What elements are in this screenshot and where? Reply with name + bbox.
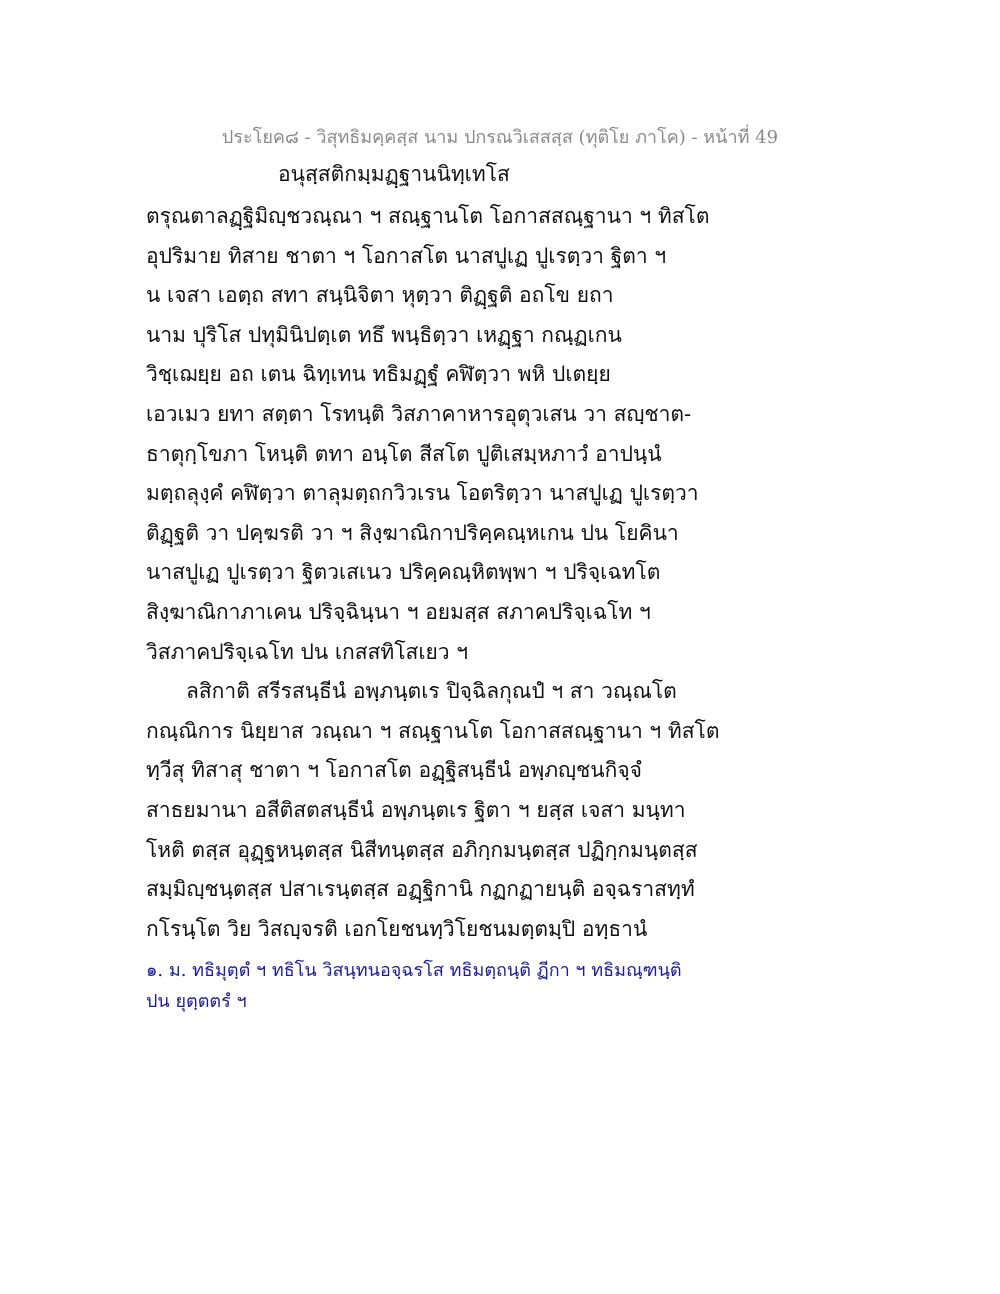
footnote-line: ๑. ม. ทธิมุตฺตํ ฯ ทธิโน วิสนฺทนอจฺฉรโส ทธิมตฺถนฺติ ฏีกา ฯ ทธิมณฺฑนฺติ xyxy=(146,960,682,981)
text-line: เอวเมว ยทา สตฺตา โรทนฺติ วิสภาคาหารอุตุวเสน วา สญฺชาต- xyxy=(146,401,692,426)
text-line: วิชฺเฌยฺย อถ เตน ฉิทฺเทน ทธิมฏฺฐํ คฬิตฺวา พหิ ปเตยฺย xyxy=(146,362,611,387)
text-line: สมฺมิญฺชนฺตสฺส ปสาเรนฺตสฺส อฏฺฐิกานิ กฏกฏายนฺติ อจฺฉราสทฺทํ xyxy=(146,877,695,902)
text-line: ทฺวีสุ ทิสาสุ ชาตา ฯ โอกาสโต อฏฺฐิสนฺธีนํ อพฺภญฺชนกิจฺจํ xyxy=(146,758,642,783)
text-line: โหติ ตสฺส อุฏฺฐหนฺตสฺส นิสีทนฺตสฺส อภิกฺกมนฺตสฺส ปฏิกฺกมนฺตสฺส xyxy=(146,837,698,862)
text-line: ติฏฺฐติ วา ปคฺฆรติ วา ฯ สิงฺฆาณิกาปริคฺคณฺหเกน ปน โยคินา xyxy=(146,520,679,545)
text-line: วิสภาคปริจฺเฉโท ปน เกสสทิโสเยว ฯ xyxy=(146,639,469,664)
body-text xyxy=(146,197,720,949)
text-line: ตรุณตาลฏฺฐิมิญฺชวณฺณา ฯ สณฺฐานโต โอกาสสณฺฐานา ฯ ทิสโต xyxy=(146,204,710,228)
text-line: สิงฺฆาณิกาภาเคน ปริจฺฉินฺนา ฯ อยมสฺส สภาคปริจฺเฉโท ฯ xyxy=(146,599,651,624)
text-line: นาม ปุริโส ปทุมินิปตฺเต ทธึ พนฺธิตฺวา เหฏฺฐา กณฺฏเกน xyxy=(146,322,622,347)
text-line: ธาตุกฺโขภา โหนฺติ ตทา อนฺโต สีสโต ปูติเสมฺหภาวํ อาปนฺนํ xyxy=(146,441,662,466)
running-header: ประโยค๘ - วิสุทธิมคฺคสฺส นาม ปกรณวิเสสสฺส (ทุติโย ภาโค) - หน้าที่ 49 xyxy=(221,127,779,148)
text-line: กโรนฺโต วิย วิสญฺจรติ เอกโยชนทฺวิโยชนมตฺตมฺปิ อทฺธานํ xyxy=(146,916,648,941)
text-line: นาสปูเฏ ปูเรตฺวา ฐิตวเสเนว ปริคฺคณฺหิตพฺพา ฯ ปริจฺเฉทโต xyxy=(146,560,661,585)
text-line: กณฺณิการ นิยฺยาส วณฺณา ฯ สณฺฐานโต โอกาสสณฺฐานา ฯ ทิสโต xyxy=(146,718,720,743)
text-line: น เจสา เอตฺถ สทา สนฺนิจิตา หุตฺวา ติฏฺฐติ อถโข ยถา xyxy=(146,283,614,308)
section-title: อนุสฺสติกมฺมฏฺฐานนิทฺเทโส xyxy=(278,162,510,186)
footnote-line: ปน ยุตฺตตรํ ฯ xyxy=(146,991,247,1012)
footnotes xyxy=(146,955,706,1017)
text-line: อุปริมาย ทิสาย ชาตา ฯ โอกาสโต นาสปูเฏ ปูเรตฺวา ฐิตา ฯ xyxy=(146,243,667,268)
text-line: ลสิกาติ สรีรสนฺธีนํ อพฺภนฺตเร ปิจฺฉิลกุณปํ ฯ สา วณฺณโต xyxy=(186,679,677,704)
text-line: มตฺถลุงฺคํ คฬิตฺวา ตาลุมตฺถกวิวเรน โอตริตฺวา นาสปูเฏ ปูเรตฺวา xyxy=(146,481,699,506)
text-line: สาธยมานา อสีติสตสนฺธีนํ อพฺภนฺตเร ฐิตา ฯ ยสฺส เจสา มนฺทา xyxy=(146,797,686,822)
